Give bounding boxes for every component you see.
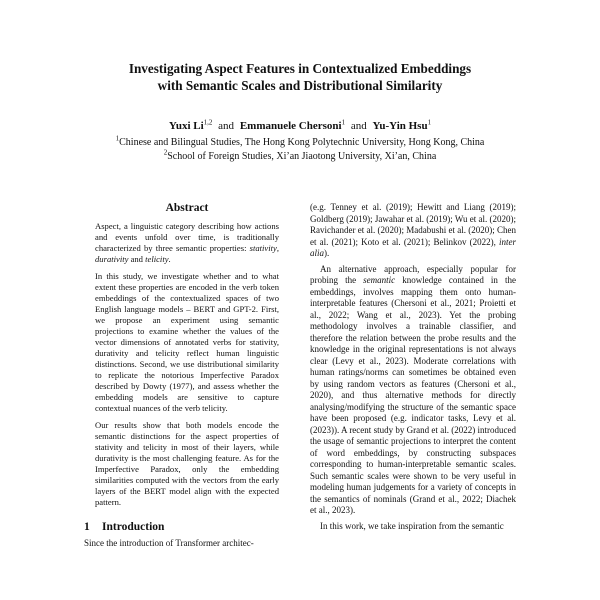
two-column-body: [0, 202, 600, 550]
right-paragraph-1: (e.g. Tenney et al. (2019); Hewitt and Liang (2019); Goldberg (2019); Jawahar et al. (2019); Wu et al. (2020); Ravichander et al. (2020); Madabushi et al. (2020); Chen et al. (2021); Koto et al. (2021); Belinkov (2022), inter alia).: [310, 202, 516, 258]
left-column: [84, 202, 290, 550]
author-2-affiliation-marker: 1: [341, 118, 346, 127]
abstract-paragraph-3: Our results show that both models encode the semantic distinctions for the aspect properties of stativity and telicity in most of their layers, while durativity is the most challenging feature. As for the Imperfective Paradox, only the embedding similarities computed with the vectors from the early layers of the BERT model align with the expected pattern.: [95, 420, 279, 507]
paper-header: [0, 0, 600, 164]
abstract-section: [84, 202, 290, 508]
author-3-affiliation-marker: 1: [427, 118, 432, 127]
abstract-paragraph-2: In this study, we investigate whether and to what extent these properties are encoded in the verb token embeddings of the contextualized spaces of two English language models – BERT and GPT-2. First, we propose an experiment using semantic projections to examine whether the values of the vector dimensions of annotated verbs for stativity, durativity and telicity reflect human linguistic distinctions. Second, we use distributional similarity to replicate the notorious Imperfective Paradox described by Dowty (1977), and assess whether the embedding models are sensitive to capture contextual nuances of the verb telicity.: [95, 271, 279, 413]
paper-title: [0, 60, 600, 94]
introduction-clipped-line: Since the introduction of Transformer architec-: [84, 538, 254, 548]
abstract-paragraph-1: Aspect, a linguistic category describing how actions and events unfold over time, is traditionally characterized by three semantic properties: stativity, durativity and telicity.: [95, 221, 279, 264]
right-paragraph-2: An alternative approach, especially popular for probing the semantic knowledge contained in the embeddings, involves mapping them onto human-interpretable features (Chersoni et al., 2021; Proietti et al., 2022; Wang et al., 2023). Yet the probing methodology involves a trainable classifier, and therefore the relation between the probe results and the knowledge in the original representations is not always clear (Levy et al., 2023). Moderate correlations with human ratings/norms can sometimes be obtained even by using random vectors as features (Chersoni et al., 2020), and thus alternative methods for directly analysing/modifying the structure of the semantic space have been proposed (e.g. indicator tasks, Levy et al. (2023)). A recent study by Grand et al. (2022) introduced the usage of semantic projections to interpret the content of word embeddings, by constructing subspaces corresponding to human-interpretable semantic scales. Such semantic scales were shown to be very useful in modeling human judgements for a variety of concepts in the semantics of nominals (Grand et al., 2022; Diachek et al., 2023).: [310, 263, 516, 515]
right-column: [310, 202, 516, 550]
author-1-name: Yuxi Li: [168, 120, 204, 132]
author-separator: and: [350, 120, 367, 132]
affiliation-1-marker: 1: [115, 134, 120, 143]
author-separator: and: [218, 120, 235, 132]
abstract-heading: Abstract: [165, 202, 209, 214]
author-1: [169, 120, 213, 132]
affiliation-2-marker: 2: [163, 148, 168, 157]
section-number: 1: [84, 521, 90, 533]
title-line-2: with Semantic Scales and Distributional Similarity: [157, 78, 443, 93]
affiliations-block: [0, 136, 600, 164]
author-2-name: Emmanuele Chersoni: [239, 120, 342, 132]
right-paragraph-clipped-line: In this work, we take inspiration from the semantic: [320, 520, 504, 531]
author-3-name: Yu-Yin Hsu: [372, 120, 428, 132]
affiliation-1-text: Chinese and Bilingual Studies, The Hong Kong Polytechnic University, Hong Kong, China: [119, 137, 485, 148]
author-2: [240, 120, 345, 132]
section-title: Introduction: [102, 521, 165, 533]
affiliation-1: [0, 136, 600, 150]
author-line: [0, 119, 600, 133]
author-1-affiliation-marker: 1,2: [203, 118, 213, 127]
section-heading-introduction: [84, 520, 290, 534]
author-3: [372, 120, 431, 132]
affiliation-2: [0, 150, 600, 164]
affiliation-2-text: School of Foreign Studies, Xi’an Jiaotong University, Xi’an, China: [167, 151, 437, 162]
title-line-1: Investigating Aspect Features in Contextualized Embeddings: [128, 61, 472, 76]
